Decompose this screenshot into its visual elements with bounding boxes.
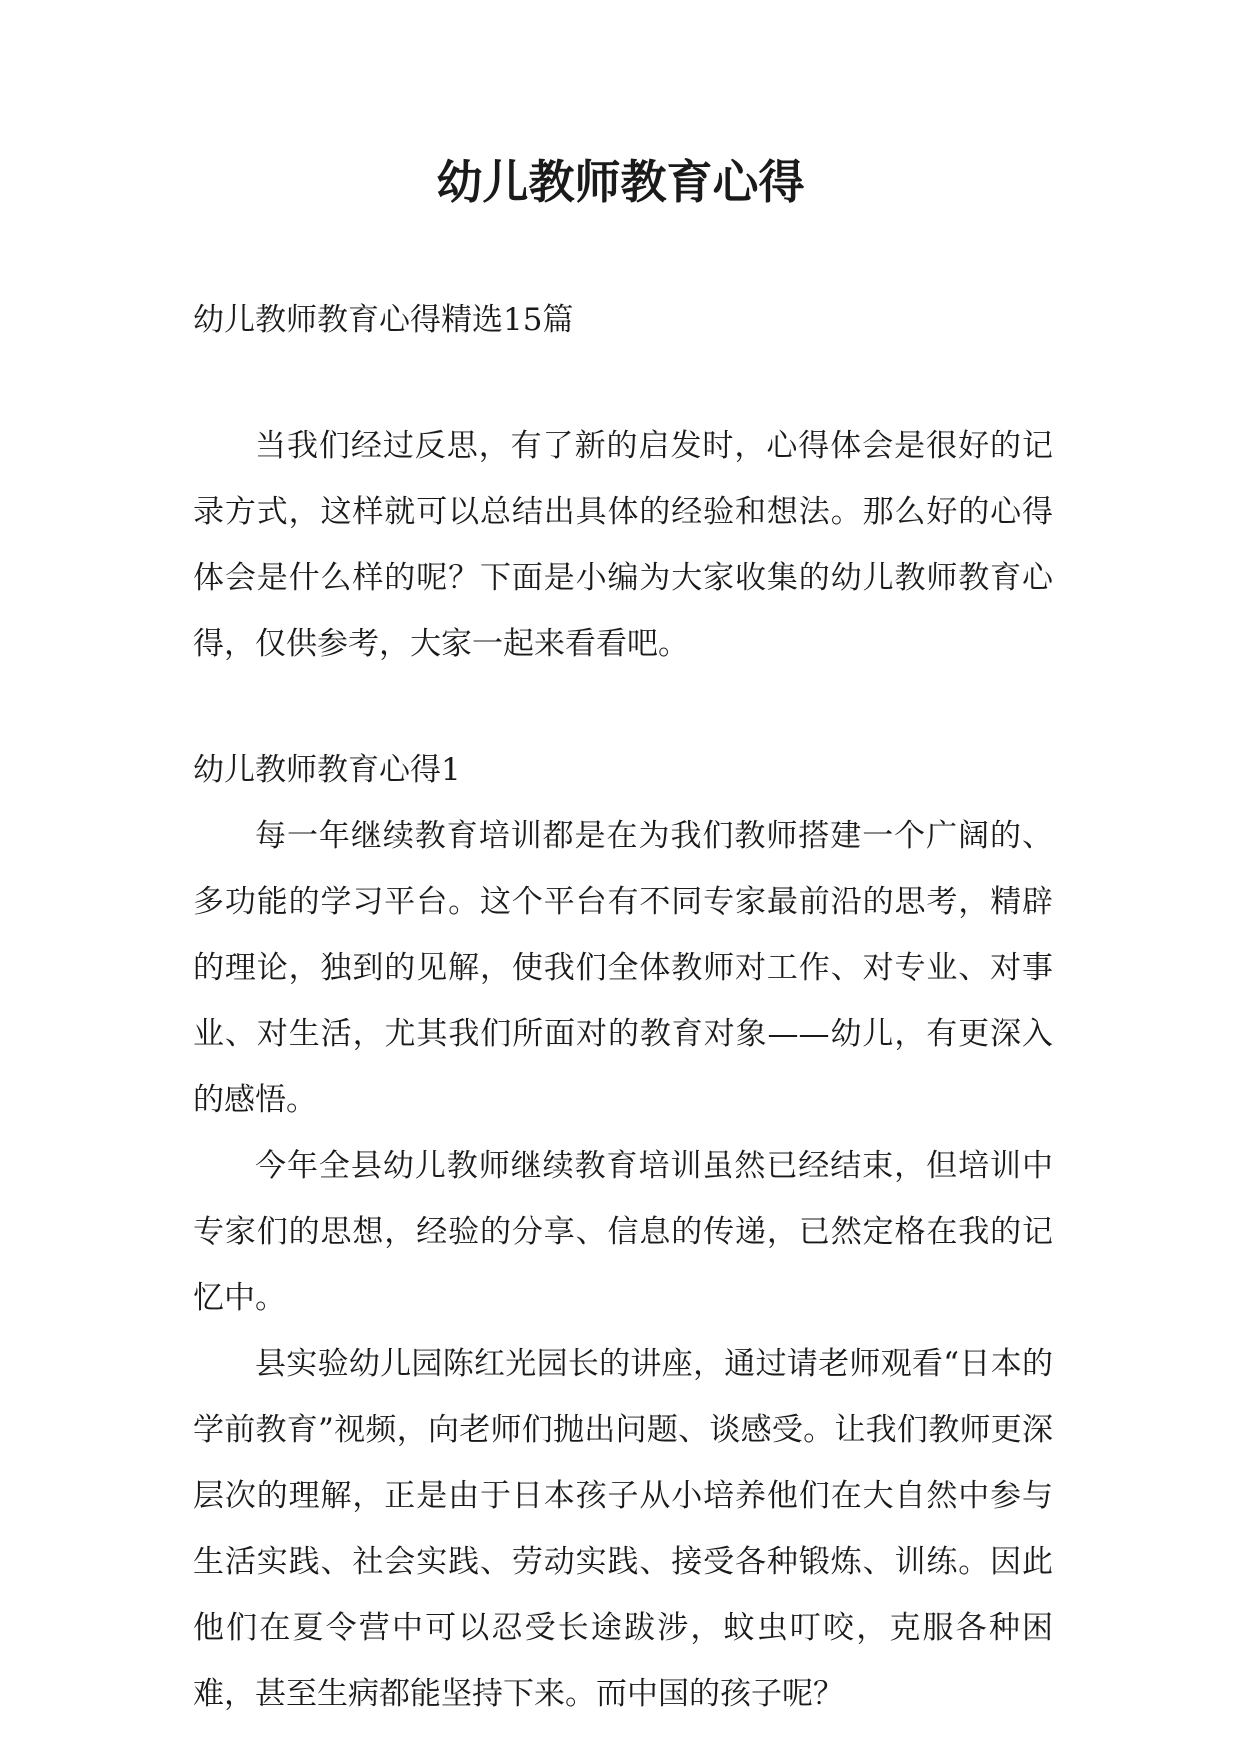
document-title: 幼儿教师教育心得 (436, 155, 805, 209)
body-paragraph: 今年全县幼儿教师继续教育培训虽然已经结束，但培训中专家们的思想，经验的分享、信息的传递，已然定格在我的记忆中。 (193, 1148, 1053, 1316)
section-heading: 幼儿教师教育心得1 (193, 752, 461, 788)
body-paragraph: 县实验幼儿园陈红光园长的讲座，通过请老师观看“日本的学前教育”视频，向老师们抛出问题、谈感受。让我们教师更深层次的理解，正是由于日本孩子从小培养他们在大自然中参与生活实践、社会实践、劳动实践、接受各种锻炼、训练。因此他们在夏令营中可以忍受长途跋涉，蚊虫叮咬，克服各种困难，甚至生病都能坚持下来。而中国的孩子呢？ (193, 1346, 1053, 1712)
document-subtitle: 幼儿教师教育心得精选15篇 (193, 302, 574, 338)
intro-paragraph: 当我们经过反思，有了新的启发时，心得体会是很好的记录方式，这样就可以总结出具体的经验和想法。那么好的心得体会是什么样的呢？下面是小编为大家收集的幼儿教师教育心得，仅供参考，大家一起来看看吧。 (193, 428, 1053, 662)
body-paragraph: 每一年继续教育培训都是在为我们教师搭建一个广阔的、多功能的学习平台。这个平台有不同专家最前沿的思考，精辟的理论，独到的见解，使我们全体教师对工作、对专业、对事业、对生活，尤其我们所面对的教育对象——幼儿，有更深入的感悟。 (193, 818, 1053, 1118)
document-body (193, 287, 1053, 1727)
